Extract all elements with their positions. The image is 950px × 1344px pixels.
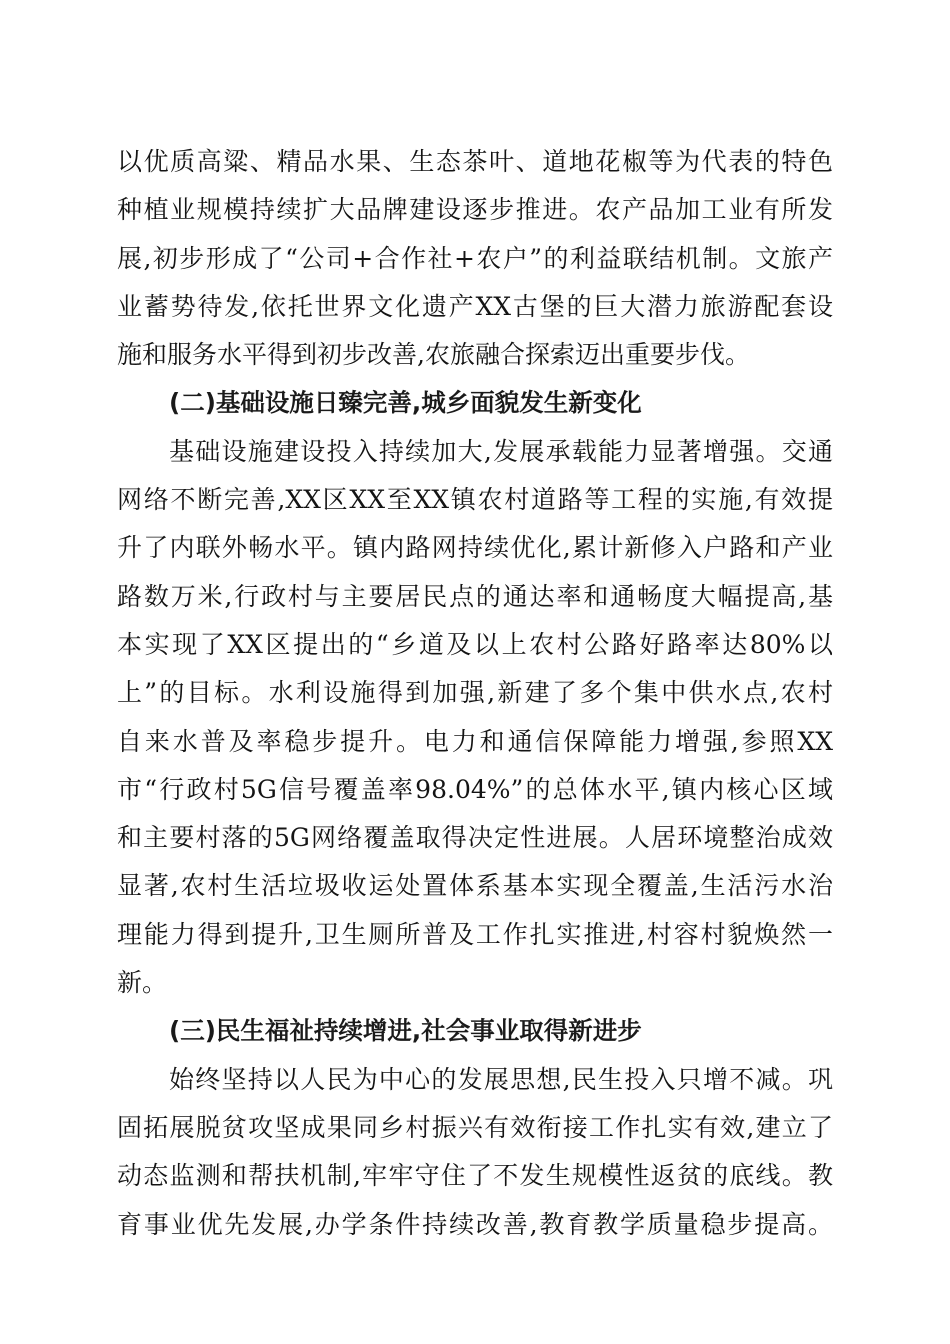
section-heading-livelihood: (三)民生福祉持续增进,社会事业取得新进步	[169, 1016, 642, 1046]
document-body	[117, 138, 833, 1249]
text-line: 自来水普及率稳步提升。电力和通信保障能力增强,参照XX	[117, 726, 833, 756]
text-line: 升了内联外畅水平。镇内路网持续优化,累计新修入户路和产业	[117, 533, 833, 563]
text-line: 始终坚持以人民为中心的发展思想,民生投入只增不减。巩	[169, 1064, 833, 1094]
text-line: 和主要村落的5G网络覆盖取得决定性进展。人居环境整治成效	[117, 823, 833, 853]
text-line: 展,初步形成了“公司+合作社+农户”的利益联结机制。文旅产	[117, 243, 833, 273]
text-line: 施和服务水平得到初步改善,农旅融合探索迈出重要步伐。	[117, 340, 750, 370]
text-line: 以优质高粱、精品水果、生态茶叶、道地花椒等为代表的特色	[117, 147, 833, 176]
text-line: 路数万米,行政村与主要居民点的通达率和通畅度大幅提高,基	[117, 581, 833, 611]
text-line: 理能力得到提升,卫生厕所普及工作扎实推进,村容村貌焕然一	[117, 919, 833, 949]
text-line: 种植业规模持续扩大品牌建设逐步推进。农产品加工业有所发	[117, 195, 833, 225]
paragraph-infrastructure	[117, 428, 833, 1008]
text-line: 显著,农村生活垃圾收运处置体系基本实现全覆盖,生活污水治	[117, 871, 833, 901]
text-line: 基础设施建设投入持续加大,发展承载能力显著增强。交通	[169, 436, 833, 466]
text-line: 固拓展脱贫攻坚成果同乡村振兴有效衔接工作扎实有效,建立了	[117, 1112, 833, 1142]
text-line: 育事业优先发展,办学条件持续改善,教育教学质量稳步提高。	[117, 1209, 833, 1239]
paragraph-livelihood	[117, 1056, 833, 1249]
text-line: 市“行政村5G信号覆盖率98.04%”的总体水平,镇内核心区域	[117, 774, 833, 804]
text-line: 本实现了XX区提出的“乡道及以上农村公路好路率达80%以	[117, 629, 833, 659]
text-line: 新。	[117, 968, 168, 998]
text-line: 动态监测和帮扶机制,牢牢守住了不发生规模性返贫的底线。教	[117, 1161, 833, 1191]
text-line: 网络不断完善,XX区XX至XX镇农村道路等工程的实施,有效提	[117, 485, 833, 515]
paragraph-rural-industry	[117, 138, 833, 379]
text-line: 业蓄势待发,依托世界文化遗产XX古堡的巨大潜力旅游配套设	[117, 291, 833, 321]
text-line: 上”的目标。水利设施得到加强,新建了多个集中供水点,农村	[117, 678, 833, 708]
section-heading-infrastructure: (二)基础设施日臻完善,城乡面貌发生新变化	[169, 388, 642, 418]
